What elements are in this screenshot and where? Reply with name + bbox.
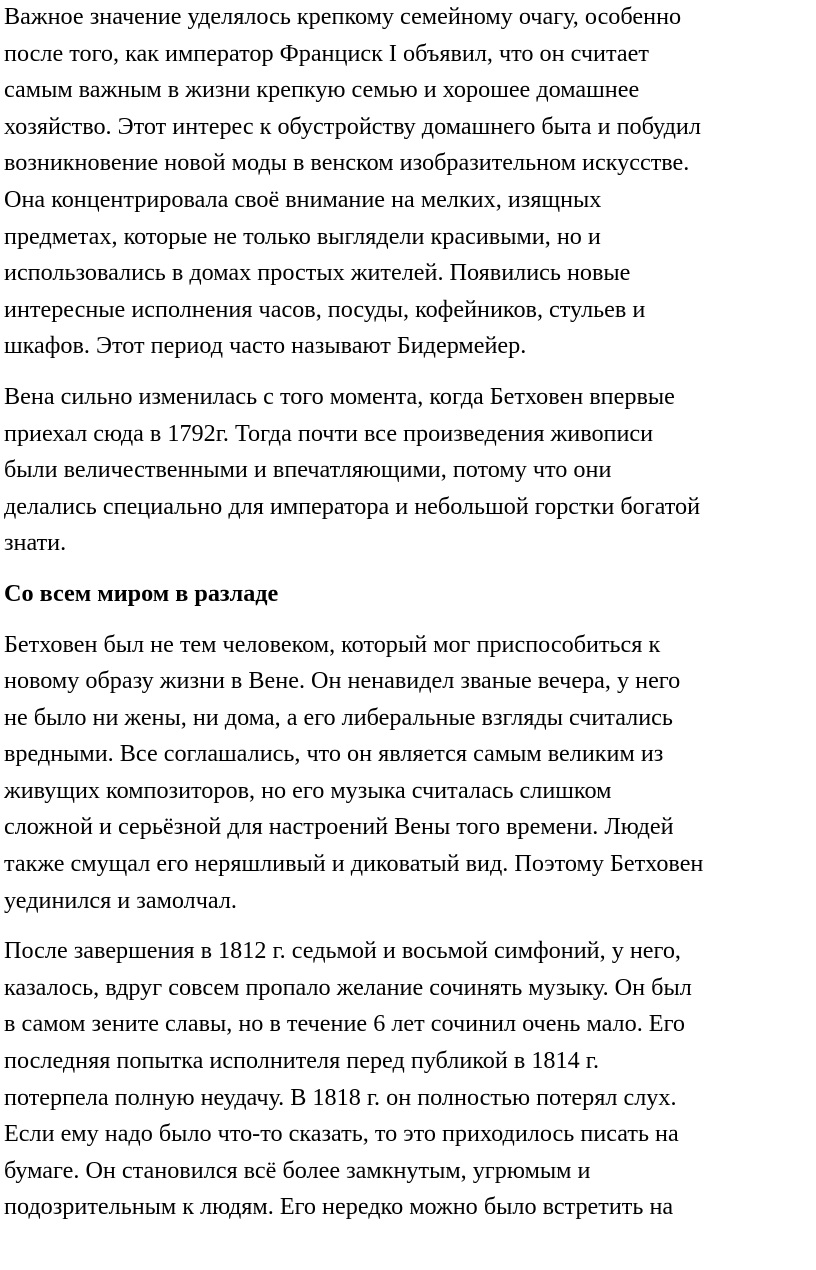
text-line: Если ему надо было что-то сказать, то это приходилось писать на (4, 1120, 679, 1148)
text-line: самым важным в жизни крепкую семью и хорошее домашнее (4, 76, 640, 104)
text-line: после того, как император Франциск I объявил, что он считает (4, 39, 649, 67)
text-line: живущих композиторов, но его музыка считалась слишком (4, 776, 612, 804)
text-line: Бетховен был не тем человеком, который мог приспособиться к (4, 630, 661, 658)
text-line: вредными. Все соглашались, что он является самым великим из (4, 740, 664, 768)
text-line: Она концентрировала своё внимание на мелких, изящных (4, 185, 602, 213)
text-line: предметах, которые не только выглядели красивыми, но и (4, 222, 601, 250)
text-line: также смущал его неряшливый и диковатый вид. Поэтому Бетховен (4, 850, 704, 878)
text-line: делались специально для императора и небольшой горстки богатой (4, 492, 701, 520)
paragraph-beethoven-character (4, 627, 812, 920)
text-line: возникновение новой моды в венском изобразительном искусстве. (4, 149, 690, 177)
text-line: шкафов. Этот период часто называют Бидермейер. (4, 332, 527, 360)
text-line: в самом зените славы, но в течение 6 лет сочинил очень мало. Его (4, 1010, 685, 1038)
text-line: последняя попытка исполнителя перед публикой в 1814 г. (4, 1047, 600, 1075)
text-line: бумаге. Он становился всё более замкнутым, угрюмым и (4, 1156, 591, 1184)
text-line: потерпела полную неудачу. В 1818 г. он полностью потерял слух. (4, 1083, 677, 1111)
text-line: были величественными и впечатляющими, потому что они (4, 456, 612, 484)
text-line: хозяйство. Этот интерес к обустройству домашнего быта и побудил (4, 112, 701, 140)
paragraph-after-1812 (4, 933, 812, 1226)
text-line: приехал сюда в 1792г. Тогда почти все произведения живописи (4, 419, 654, 447)
text-line: знати. (4, 529, 67, 557)
paragraph-biedermeier (4, 0, 812, 365)
text-line: казалось, вдруг совсем пропало желание сочинять музыку. Он был (4, 973, 692, 1001)
text-line: подозрительным к людям. Его нередко можно было встретить на (4, 1193, 674, 1221)
text-line: новому образу жизни в Вене. Он ненавидел званые вечера, у него (4, 667, 681, 695)
paragraph-vienna-1792 (4, 379, 812, 562)
text-line: использовались в домах простых жителей. Появились новые (4, 259, 631, 287)
text-line: Важное значение уделялось крепкому семейному очагу, особенно (4, 3, 682, 30)
text-line: сложной и серьёзной для настроений Вены того времени. Людей (4, 813, 674, 841)
text-line: После завершения в 1812 г. седьмой и восьмой симфоний, у него, (4, 937, 681, 965)
text-line: интересные исполнения часов, посуды, кофейников, стульев и (4, 295, 646, 323)
text-line: Вена сильно изменилась с того момента, когда Бетховен впервые (4, 382, 675, 410)
text-line: уединился и замолчал. (4, 886, 237, 914)
text-line: не было ни жены, ни дома, а его либеральные взгляды считались (4, 703, 673, 731)
section-heading: Со всем миром в разладе (4, 579, 279, 607)
